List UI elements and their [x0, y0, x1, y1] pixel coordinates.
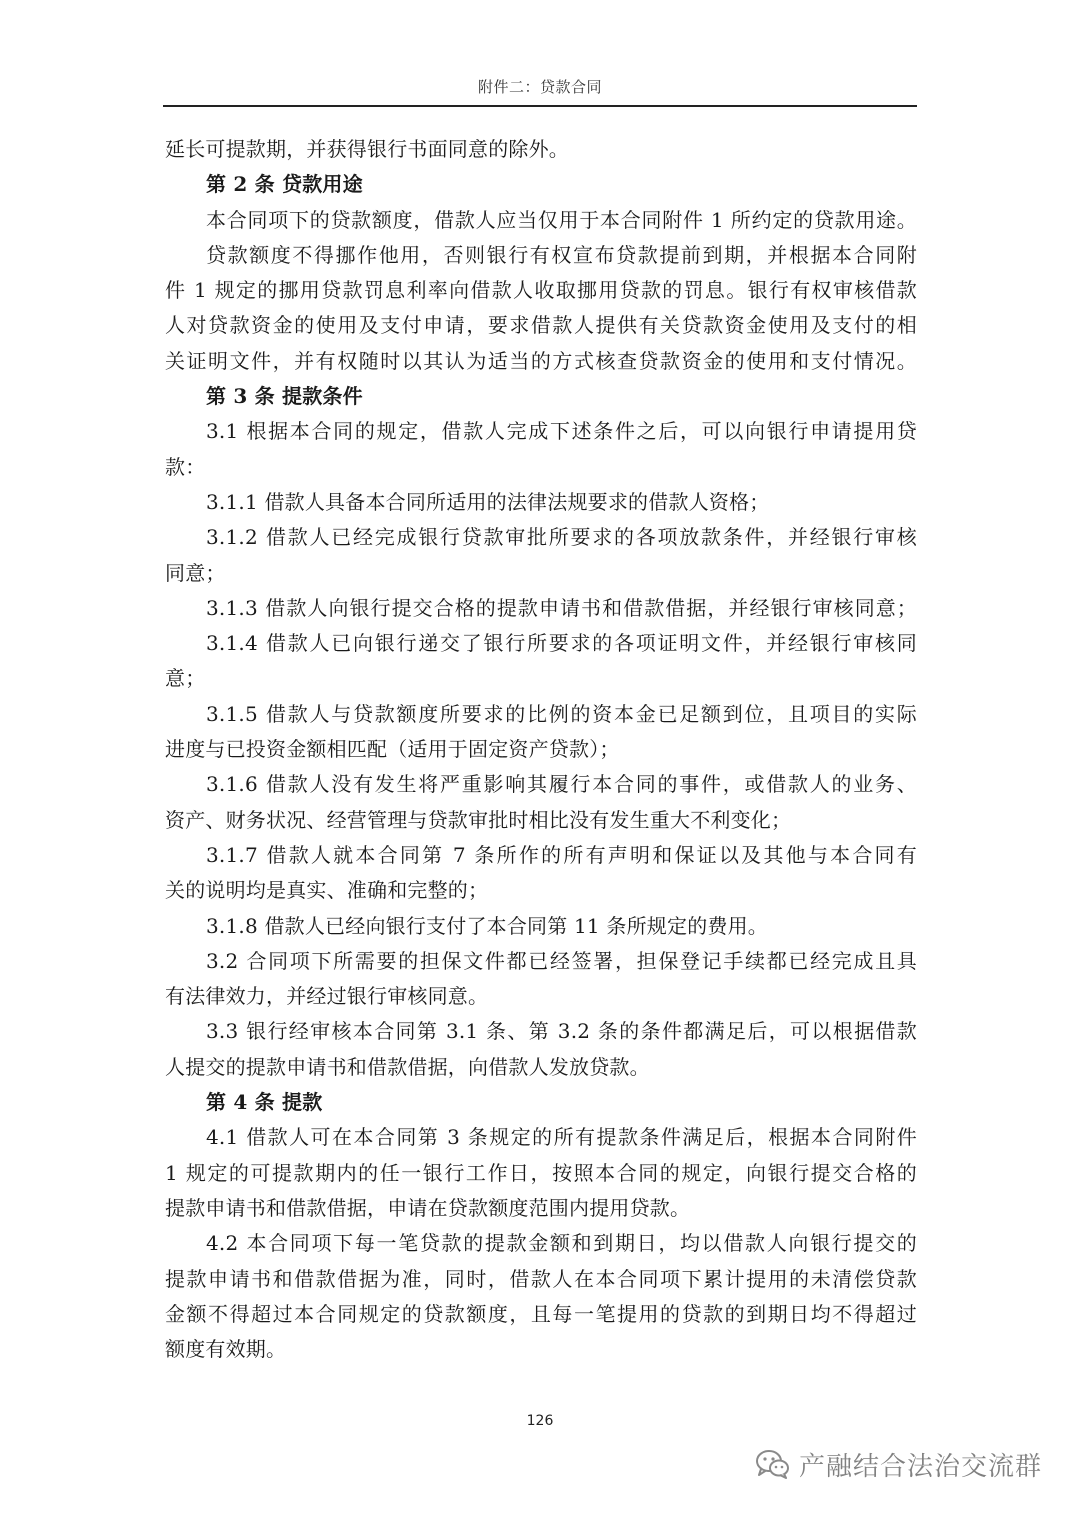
text-line: 3.1.3 借款人向银行提交合格的提款申请书和借款借据，并经银行审核同意；	[206, 595, 917, 620]
section-heading: 第 4 条 提款	[206, 1090, 323, 1115]
text-line: 4.1 借款人可在本合同第 3 条规定的所有提款条件满足后，根据本合同附件	[206, 1125, 917, 1150]
text-line: 本合同项下的贷款额度，借款人应当仅用于本合同附件 1 所约定的贷款用途。	[206, 207, 917, 232]
text-line: 有法律效力，并经过银行审核同意。	[165, 984, 489, 1009]
text-line: 贷款额度不得挪作他用，否则银行有权宣布贷款提前到期，并根据本合同附	[206, 242, 917, 267]
text-line: 3.1.8 借款人已经向银行支付了本合同第 11 条所规定的费用。	[206, 913, 769, 938]
text-line: 关的说明均是真实、准确和完整的；	[165, 878, 489, 903]
text-line: 人提交的提款申请书和借款借据，向借款人发放贷款。	[165, 1054, 650, 1079]
text-line: 3.1.4 借款人已向银行递交了银行所要求的各项证明文件，并经银行审核同	[206, 631, 917, 656]
page-number: 126	[526, 1413, 554, 1429]
text-line: 4.2 本合同项下每一笔贷款的提款金额和到期日，均以借款人向银行提交的	[206, 1231, 917, 1256]
text-line: 3.1 根据本合同的规定，借款人完成下述条件之后，可以向银行申请提用贷	[206, 419, 917, 444]
text-line: 意；	[165, 666, 206, 691]
text-line: 3.1.5 借款人与贷款额度所要求的比例的资本金已足额到位，且项目的实际	[206, 701, 917, 726]
text-line: 3.1.2 借款人已经完成银行贷款审批所要求的各项放款条件，并经银行审核	[206, 525, 917, 550]
wechat-icon	[755, 1449, 791, 1479]
watermark	[755, 1444, 1042, 1484]
text-line: 3.1.6 借款人没有发生将严重影响其履行本合同的事件，或借款人的业务、	[206, 772, 917, 797]
section-heading: 第 2 条 贷款用途	[206, 172, 363, 197]
text-line: 额度有效期。	[165, 1337, 287, 1362]
text-line: 延长可提款期，并获得银行书面同意的除外。	[165, 137, 569, 161]
text-line: 进度与已投资金额相匹配（适用于固定资产贷款）；	[165, 737, 620, 762]
text-line: 款：	[165, 454, 206, 479]
text-line: 资产、财务状况、经营管理与贷款审批时相比没有发生重大不利变化；	[165, 807, 792, 832]
text-line: 提款申请书和借款借据，申请在贷款额度范围内提用贷款。	[165, 1195, 691, 1220]
text-line: 提款申请书和借款借据为准，同时，借款人在本合同项下累计提用的未清偿贷款	[165, 1266, 917, 1291]
text-line: 1 规定的可提款期内的任一银行工作日，按照本合同的规定，向银行提交合格的	[165, 1160, 917, 1185]
text-line: 人对贷款资金的使用及支付申请，要求借款人提供有关贷款资金使用及支付的相	[165, 313, 917, 338]
text-line: 3.1.1 借款人具备本合同所适用的法律法规要求的借款人资格；	[206, 489, 770, 514]
text-line: 件 1 规定的挪用贷款罚息利率向借款人收取挪用贷款的罚息。银行有权审核借款	[165, 278, 917, 303]
section-heading: 第 3 条 提款条件	[206, 384, 363, 409]
page-header-title: 附件二：贷款合同	[477, 78, 602, 96]
text-line: 3.1.7 借款人就本合同第 7 条所作的所有声明和保证以及其他与本合同有	[206, 842, 917, 867]
text-line: 3.3 银行经审核本合同第 3.1 条、第 3.2 条的条件都满足后，可以根据借款	[206, 1019, 917, 1044]
contract-body	[165, 132, 917, 1367]
text-line: 关证明文件，并有权随时以其认为适当的方式核查贷款资金的使用和支付情况。	[165, 348, 917, 373]
text-line: 金额不得超过本合同规定的贷款额度，且每一笔提用的贷款的到期日均不得超过	[165, 1301, 917, 1326]
text-line: 3.2 合同项下所需要的担保文件都已经签署，担保登记手续都已经完成且具	[206, 948, 917, 973]
watermark-text: 产融结合法治交流群	[798, 1451, 1042, 1482]
text-line: 同意；	[165, 560, 226, 585]
header-divider	[163, 105, 917, 107]
